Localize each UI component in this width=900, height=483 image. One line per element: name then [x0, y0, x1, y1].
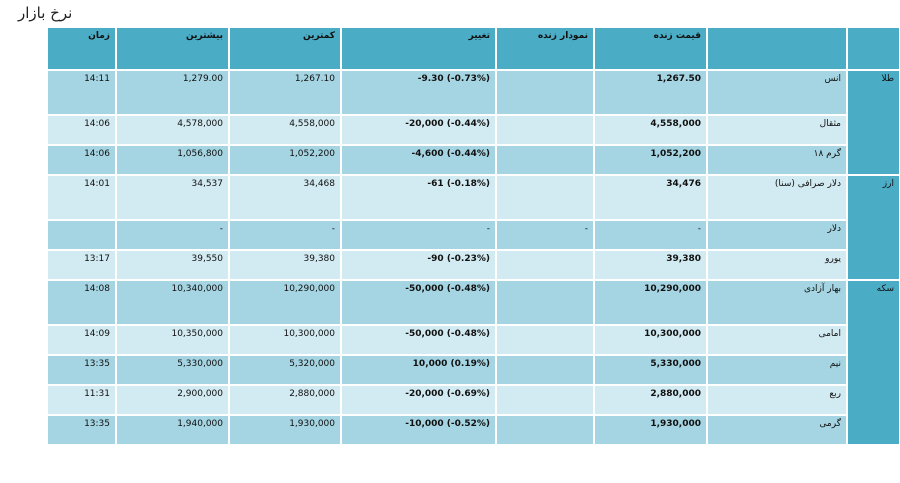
- market-rates-table: [46, 26, 900, 446]
- cell-name: ربع: [707, 385, 847, 415]
- cell-low: 5,320,000: [229, 355, 341, 385]
- group-currency: ارز: [847, 175, 900, 280]
- cell-name: بهار آزادی: [707, 280, 847, 325]
- cell-high: 1,940,000: [116, 415, 229, 445]
- group-gold: طلا: [847, 70, 900, 175]
- page-title: نرخ بازار: [18, 4, 73, 22]
- cell-time: 11:31: [47, 385, 116, 415]
- group-coin: سکه: [847, 280, 900, 445]
- cell-low: 1,267.10: [229, 70, 341, 115]
- cell-time: 14:06: [47, 115, 116, 145]
- cell-high: 5,330,000: [116, 355, 229, 385]
- cell-change: -10,000 (-0.52%): [341, 415, 496, 445]
- table-row: [47, 115, 900, 145]
- cell-change: -: [341, 220, 496, 250]
- cell-low: -: [229, 220, 341, 250]
- cell-live-chart: [496, 115, 594, 145]
- cell-high: 34,537: [116, 175, 229, 220]
- cell-high: 10,340,000: [116, 280, 229, 325]
- cell-change: -4,600 (-0.44%): [341, 145, 496, 175]
- table-row: [47, 385, 900, 415]
- cell-live-price: 1,267.50: [594, 70, 707, 115]
- cell-time: 14:06: [47, 145, 116, 175]
- cell-high: 1,056,800: [116, 145, 229, 175]
- cell-live-chart: [496, 415, 594, 445]
- cell-live-chart: [496, 325, 594, 355]
- cell-time: 13:35: [47, 415, 116, 445]
- header-live-price: قیمت زنده: [594, 27, 707, 70]
- table-row: [47, 175, 900, 220]
- cell-live-chart: -: [496, 220, 594, 250]
- table-row: [47, 415, 900, 445]
- cell-live-price: 4,558,000: [594, 115, 707, 145]
- cell-change: -90 (-0.23%): [341, 250, 496, 280]
- cell-time: [47, 220, 116, 250]
- cell-name: امامی: [707, 325, 847, 355]
- cell-low: 4,558,000: [229, 115, 341, 145]
- cell-live-price: 10,300,000: [594, 325, 707, 355]
- cell-live-price: 2,880,000: [594, 385, 707, 415]
- cell-time: 13:35: [47, 355, 116, 385]
- cell-live-price: 5,330,000: [594, 355, 707, 385]
- cell-time: 14:01: [47, 175, 116, 220]
- cell-live-price: 1,930,000: [594, 415, 707, 445]
- table-row: [47, 325, 900, 355]
- cell-low: 34,468: [229, 175, 341, 220]
- cell-low: 1,930,000: [229, 415, 341, 445]
- table-row: [47, 220, 900, 250]
- cell-time: 14:11: [47, 70, 116, 115]
- cell-live-price: 1,052,200: [594, 145, 707, 175]
- cell-high: 1,279.00: [116, 70, 229, 115]
- cell-live-chart: [496, 145, 594, 175]
- cell-live-price: 34,476: [594, 175, 707, 220]
- cell-low: 39,380: [229, 250, 341, 280]
- cell-change: -50,000 (-0.48%): [341, 280, 496, 325]
- table-row: [47, 355, 900, 385]
- cell-time: 13:17: [47, 250, 116, 280]
- cell-high: -: [116, 220, 229, 250]
- header-live-chart: نمودار زنده: [496, 27, 594, 70]
- cell-change: -50,000 (-0.48%): [341, 325, 496, 355]
- table-row: [47, 70, 900, 115]
- header-low: کمترین: [229, 27, 341, 70]
- cell-live-chart: [496, 175, 594, 220]
- cell-low: 2,880,000: [229, 385, 341, 415]
- cell-low: 10,300,000: [229, 325, 341, 355]
- cell-name: گرمی: [707, 415, 847, 445]
- header-category: [847, 27, 900, 70]
- cell-name: یورو: [707, 250, 847, 280]
- cell-change: 10,000 (0.19%): [341, 355, 496, 385]
- cell-change: -9.30 (-0.73%): [341, 70, 496, 115]
- cell-high: 39,550: [116, 250, 229, 280]
- cell-high: 10,350,000: [116, 325, 229, 355]
- table-row: [47, 280, 900, 325]
- table-header-row: [47, 27, 900, 70]
- cell-live-chart: [496, 70, 594, 115]
- cell-low: 10,290,000: [229, 280, 341, 325]
- header-name: [707, 27, 847, 70]
- cell-time: 14:08: [47, 280, 116, 325]
- header-time: زمان: [47, 27, 116, 70]
- header-change: تغییر: [341, 27, 496, 70]
- cell-name: نیم: [707, 355, 847, 385]
- cell-live-chart: [496, 355, 594, 385]
- cell-change: -20,000 (-0.44%): [341, 115, 496, 145]
- cell-name: انس: [707, 70, 847, 115]
- cell-high: 4,578,000: [116, 115, 229, 145]
- cell-live-price: 39,380: [594, 250, 707, 280]
- cell-low: 1,052,200: [229, 145, 341, 175]
- cell-name: دلار صرافی (سنا): [707, 175, 847, 220]
- cell-change: -20,000 (-0.69%): [341, 385, 496, 415]
- cell-name: مثقال: [707, 115, 847, 145]
- cell-live-chart: [496, 250, 594, 280]
- cell-name: دلار: [707, 220, 847, 250]
- cell-time: 14:09: [47, 325, 116, 355]
- cell-change: -61 (-0.18%): [341, 175, 496, 220]
- cell-name: گرم ۱۸: [707, 145, 847, 175]
- table-row: [47, 250, 900, 280]
- table-row: [47, 145, 900, 175]
- header-high: بیشترین: [116, 27, 229, 70]
- cell-live-chart: [496, 385, 594, 415]
- cell-high: 2,900,000: [116, 385, 229, 415]
- cell-live-chart: [496, 280, 594, 325]
- cell-live-price: 10,290,000: [594, 280, 707, 325]
- cell-live-price: -: [594, 220, 707, 250]
